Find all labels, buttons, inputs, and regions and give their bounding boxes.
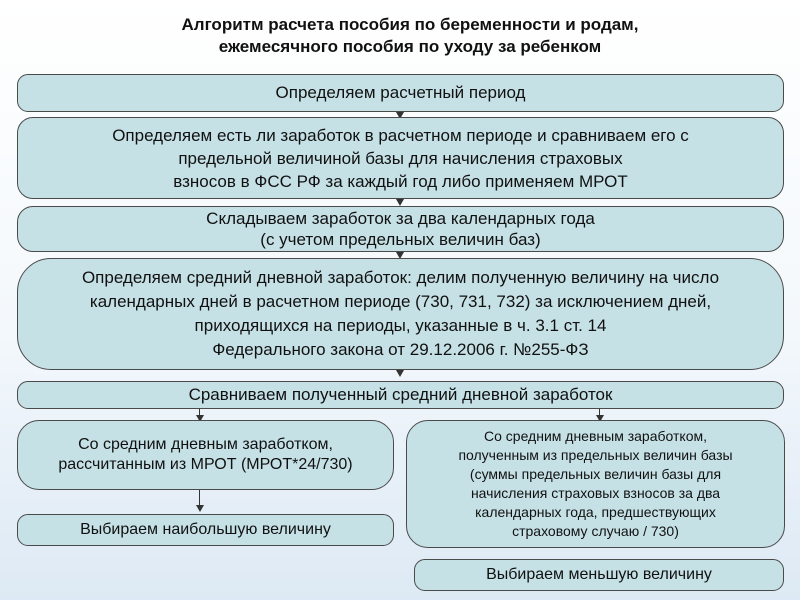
branch-right-line-4: начисления страховых взносов за два <box>470 485 721 501</box>
step-average-line-2: календарных дней в расчетном периоде (730, 731, 732) за исключением дней, <box>89 292 712 311</box>
diagram-title <box>0 14 800 58</box>
title-line-2: ежемесячного пособия по уходу за ребенком <box>218 37 602 56</box>
branch-left-line-1: Со средним дневным заработком, <box>78 436 333 453</box>
step-earnings-line-2: предельной величиной базы для начисления страховых <box>178 148 623 168</box>
step-average-box <box>17 258 784 370</box>
branch-right-line-6: страховому случаю / 730) <box>512 523 679 539</box>
step-period-text: Определяем расчетный период <box>275 83 526 102</box>
stem-left-to-result <box>199 490 200 506</box>
arrow-earnings-to-sum <box>396 199 404 206</box>
branch-right-line-5: календарных года, предшествующих <box>475 504 716 520</box>
step-sum-line-1: Складываем заработок за два календарных года <box>206 209 595 228</box>
step-average-line-4: Федерального закона от 29.12.2006 г. №255-ФЗ <box>212 340 589 359</box>
branch-left-box <box>17 420 394 490</box>
step-compare-text: Сравниваем полученный средний дневной заработок <box>188 385 613 404</box>
arrow-left-to-result <box>196 505 204 512</box>
step-compare-box <box>17 381 784 409</box>
step-sum-line-2: (с учетом предельных величин баз) <box>260 230 541 249</box>
branch-left-line-2: рассчитанным из МРОТ (МРОТ*24/730) <box>58 456 353 473</box>
step-period-box <box>17 74 784 112</box>
title-line-1: Алгоритм расчета пособия по беременности и родам, <box>181 15 639 34</box>
step-average-line-1: Определяем средний дневной заработок: делим полученную величину на число <box>81 268 720 287</box>
step-sum-box <box>17 206 784 252</box>
branch-right-line-1: Со средним дневным заработком, <box>484 428 707 444</box>
branch-right-line-2: полученным из предельных величин базы <box>458 447 733 463</box>
arrow-average-to-compare <box>396 370 404 377</box>
step-earnings-line-3: взносов в ФСС РФ за каждый год либо применяем МРОТ <box>173 171 628 191</box>
branch-right-box <box>406 420 785 548</box>
branch-right-result-box <box>414 559 784 591</box>
branch-left-result-text: Выбираем наибольшую величину <box>80 521 331 538</box>
step-earnings-box <box>17 117 784 199</box>
branch-right-line-3: (суммы предельных величин базы для <box>469 466 722 482</box>
step-earnings-line-1: Определяем есть ли заработок в расчетном периоде и сравниваем его с <box>112 125 689 145</box>
step-average-line-3: приходящихся на периоды, указанные в ч. 3.1 ст. 14 <box>194 316 607 335</box>
branch-right-result-text: Выбираем меньшую величину <box>486 566 712 583</box>
branch-left-result-box <box>17 514 394 546</box>
